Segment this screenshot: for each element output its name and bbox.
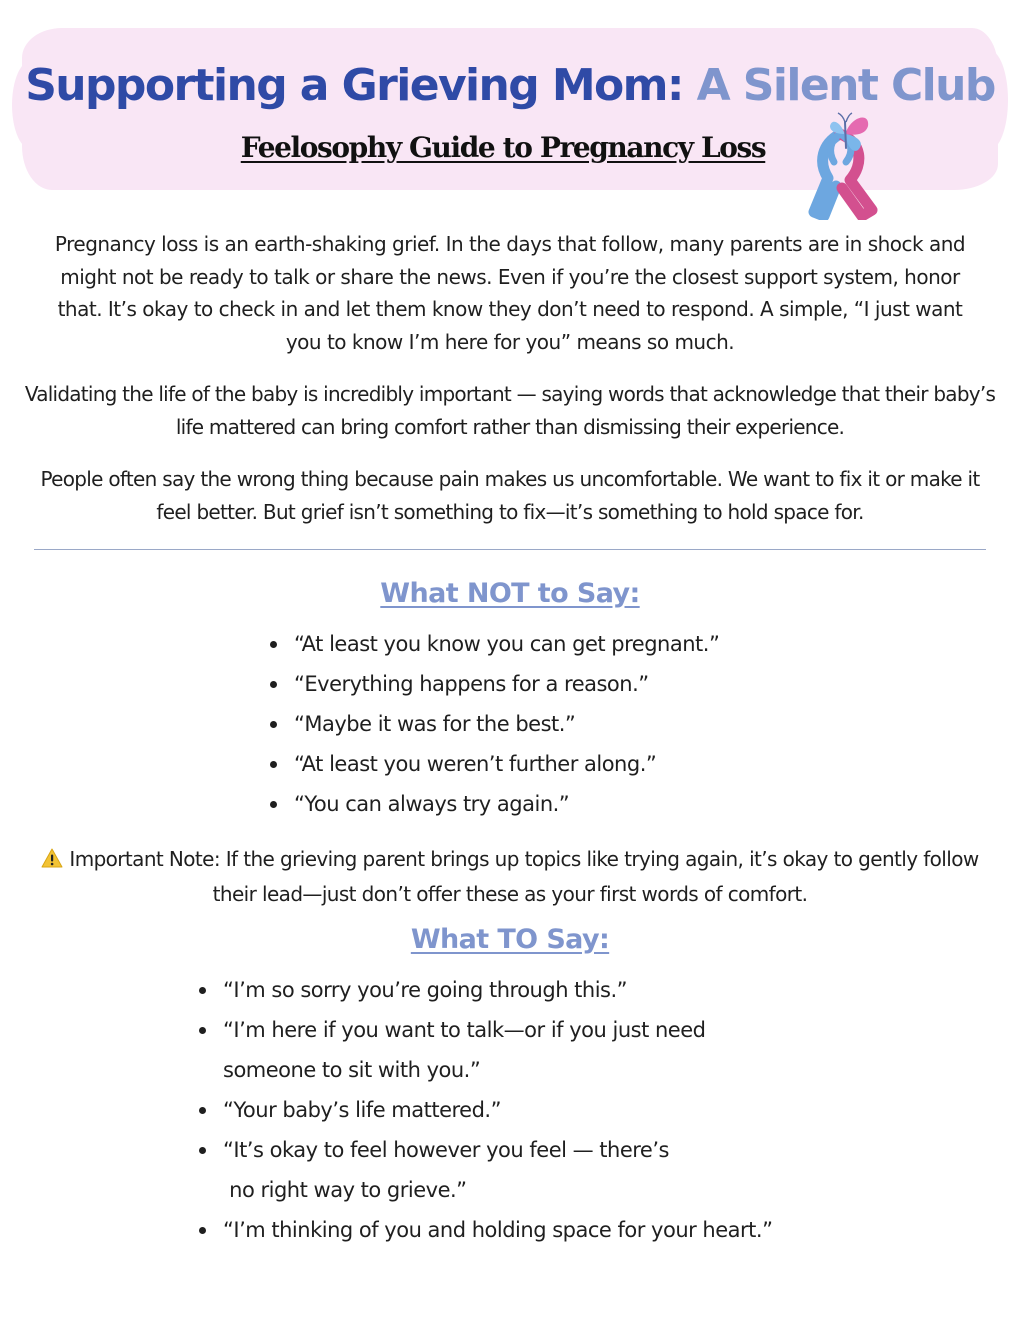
list-item-text: “You can always try again.”: [294, 792, 570, 816]
page-subtitle: Feelosophy Guide to Pregnancy Loss: [240, 131, 766, 164]
intro-paragraph-2: Validating the life of the baby is incredibly important — saying words that acknowledge that their baby’s life mattered can bring comfort rather than dismissing their experience.: [24, 382, 996, 439]
title-accent: A Silent Club: [696, 60, 995, 111]
bullet-icon: [199, 1027, 206, 1034]
list-item-text: “At least you know you can get pregnant.”: [294, 632, 720, 656]
list-item: [264, 744, 719, 784]
list-item: [193, 1010, 772, 1090]
bullet-icon: [270, 801, 277, 808]
list-item: [193, 1090, 772, 1130]
list-item-text: “Maybe it was for the best.”: [294, 712, 576, 736]
list-item: [193, 1210, 772, 1250]
important-note: [30, 843, 990, 910]
bullet-icon: [199, 1147, 206, 1154]
list-item-text: “Your baby’s life mattered.”: [223, 1098, 501, 1122]
awareness-ribbon-butterfly-icon: [800, 112, 890, 220]
list-item: [193, 970, 772, 1010]
section-divider: [34, 549, 986, 550]
list-item: [264, 704, 719, 744]
title-main: Supporting a Grieving Mom:: [25, 60, 683, 111]
intro-paragraph-3: People often say the wrong thing because pain makes us uncomfortable. We want to fix it or make it feel better. But grief isn’t something to fix—it’s something to hold space for.: [40, 467, 980, 524]
list-item: [193, 1130, 772, 1210]
warning-icon: [41, 845, 63, 878]
list-item: [264, 664, 719, 704]
bullet-icon: [270, 721, 277, 728]
list-item: [264, 624, 719, 664]
list-item-text-continued: no right way to grieve.”: [223, 1178, 467, 1202]
what-to-say-list: [193, 970, 772, 1250]
list-item-text: “I’m here if you want to talk—or if you just need: [223, 1018, 706, 1042]
important-note-text: Important Note: If the grieving parent brings up topics like trying again, it’s okay to gently follow their lead—just don’t offer these as your first words of comfort.: [69, 847, 979, 906]
what-not-to-say-list: [264, 624, 719, 824]
list-item: [264, 784, 719, 824]
bullet-icon: [199, 1227, 206, 1234]
bullet-icon: [270, 681, 277, 688]
list-item-text: “At least you weren’t further along.”: [294, 752, 657, 776]
bullet-icon: [270, 761, 277, 768]
list-item-text: “I’m so sorry you’re going through this.”: [223, 978, 628, 1002]
bullet-icon: [199, 987, 206, 994]
bullet-icon: [199, 1107, 206, 1114]
bullet-icon: [270, 641, 277, 648]
intro-paragraph-1: Pregnancy loss is an earth-shaking grief. In the days that follow, many parents are in shock and might not be ready to talk or share the news. Even if you’re the closest support system, honor that. It’s okay to check in and let them know they don’t need to respond. A simple, “I just want you to know I’m here for you” means so much.: [54, 232, 966, 354]
what-to-say-heading: What TO Say:: [410, 924, 610, 955]
list-item-text-continued: someone to sit with you.”: [223, 1058, 481, 1082]
list-item-text: “Everything happens for a reason.”: [294, 672, 649, 696]
what-not-to-say-heading: What NOT to Say:: [380, 578, 640, 609]
page-title: [0, 56, 1020, 116]
list-item-text: “I’m thinking of you and holding space for your heart.”: [223, 1218, 773, 1242]
list-item-text: “It’s okay to feel however you feel — there’s: [223, 1138, 669, 1162]
